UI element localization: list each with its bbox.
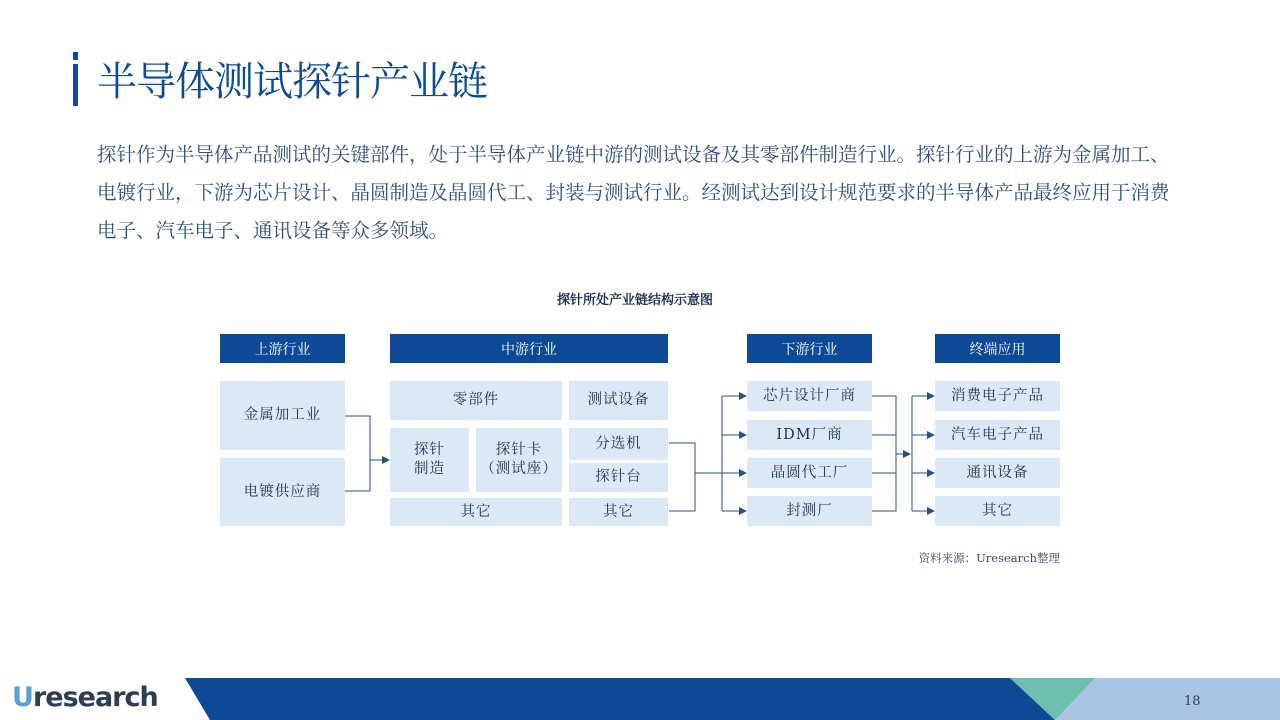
uresearch-logo [12,682,158,713]
end-consumer-electronics: 消费电子产品 [935,381,1060,411]
down-foundry: 晶圆代工厂 [747,458,872,488]
end-automotive-electronics: 汽车电子产品 [935,420,1060,450]
logo-text: research [32,682,158,713]
end-other: 其它 [935,496,1060,526]
mid-parts-other: 其它 [390,498,562,526]
source-note: 资料来源：Uresearch整理 [918,551,1060,565]
header-end-use: 终端应用 [935,334,1060,363]
header-upstream: 上游行业 [220,334,345,363]
mid-equipment-other: 其它 [569,498,668,526]
header-downstream: 下游行业 [747,334,872,363]
page-title: 半导体测试探针产业链 [97,59,487,105]
footer-band [0,678,1280,720]
upstream-metal-processing: 金属加工业 [220,381,345,450]
mid-test-equipment: 测试设备 [569,381,668,420]
down-idm: IDM厂商 [747,420,872,450]
downstream-bracket [872,396,896,511]
mid-prober: 探针台 [569,463,668,492]
end-telecom-equipment: 通讯设备 [935,458,1060,488]
intro-paragraph: 探针作为半导体产品测试的关键部件，处于半导体产业链中游的测试设备及其零部件制造行业。探针行业的上游为金属加工、电镀行业，下游为芯片设计、晶圆制造及晶圆代工、封装与测试行业。经测试达到设计规范要求的半导体产品最终应用于消费电子、汽车电子、通讯设备等众多领域。 [97,143,1170,242]
mid-probe-card: 探针卡 （测试座） [476,428,562,492]
upstream-bracket [345,416,370,491]
mid-parts: 零部件 [390,381,562,420]
upstream-electroplating: 电镀供应商 [220,458,345,526]
mid-sorter: 分选机 [569,428,668,460]
down-chip-design: 芯片设计厂商 [747,381,872,411]
header-midstream: 中游行业 [390,334,668,363]
page-number: 18 [1184,694,1201,709]
midstream-bracket [669,443,695,511]
diagram-title: 探针所处产业链结构示意图 [556,293,713,308]
logo-mark: U [12,682,33,713]
down-osat: 封测厂 [747,496,872,526]
mid-probe-making: 探针 制造 [390,428,469,492]
